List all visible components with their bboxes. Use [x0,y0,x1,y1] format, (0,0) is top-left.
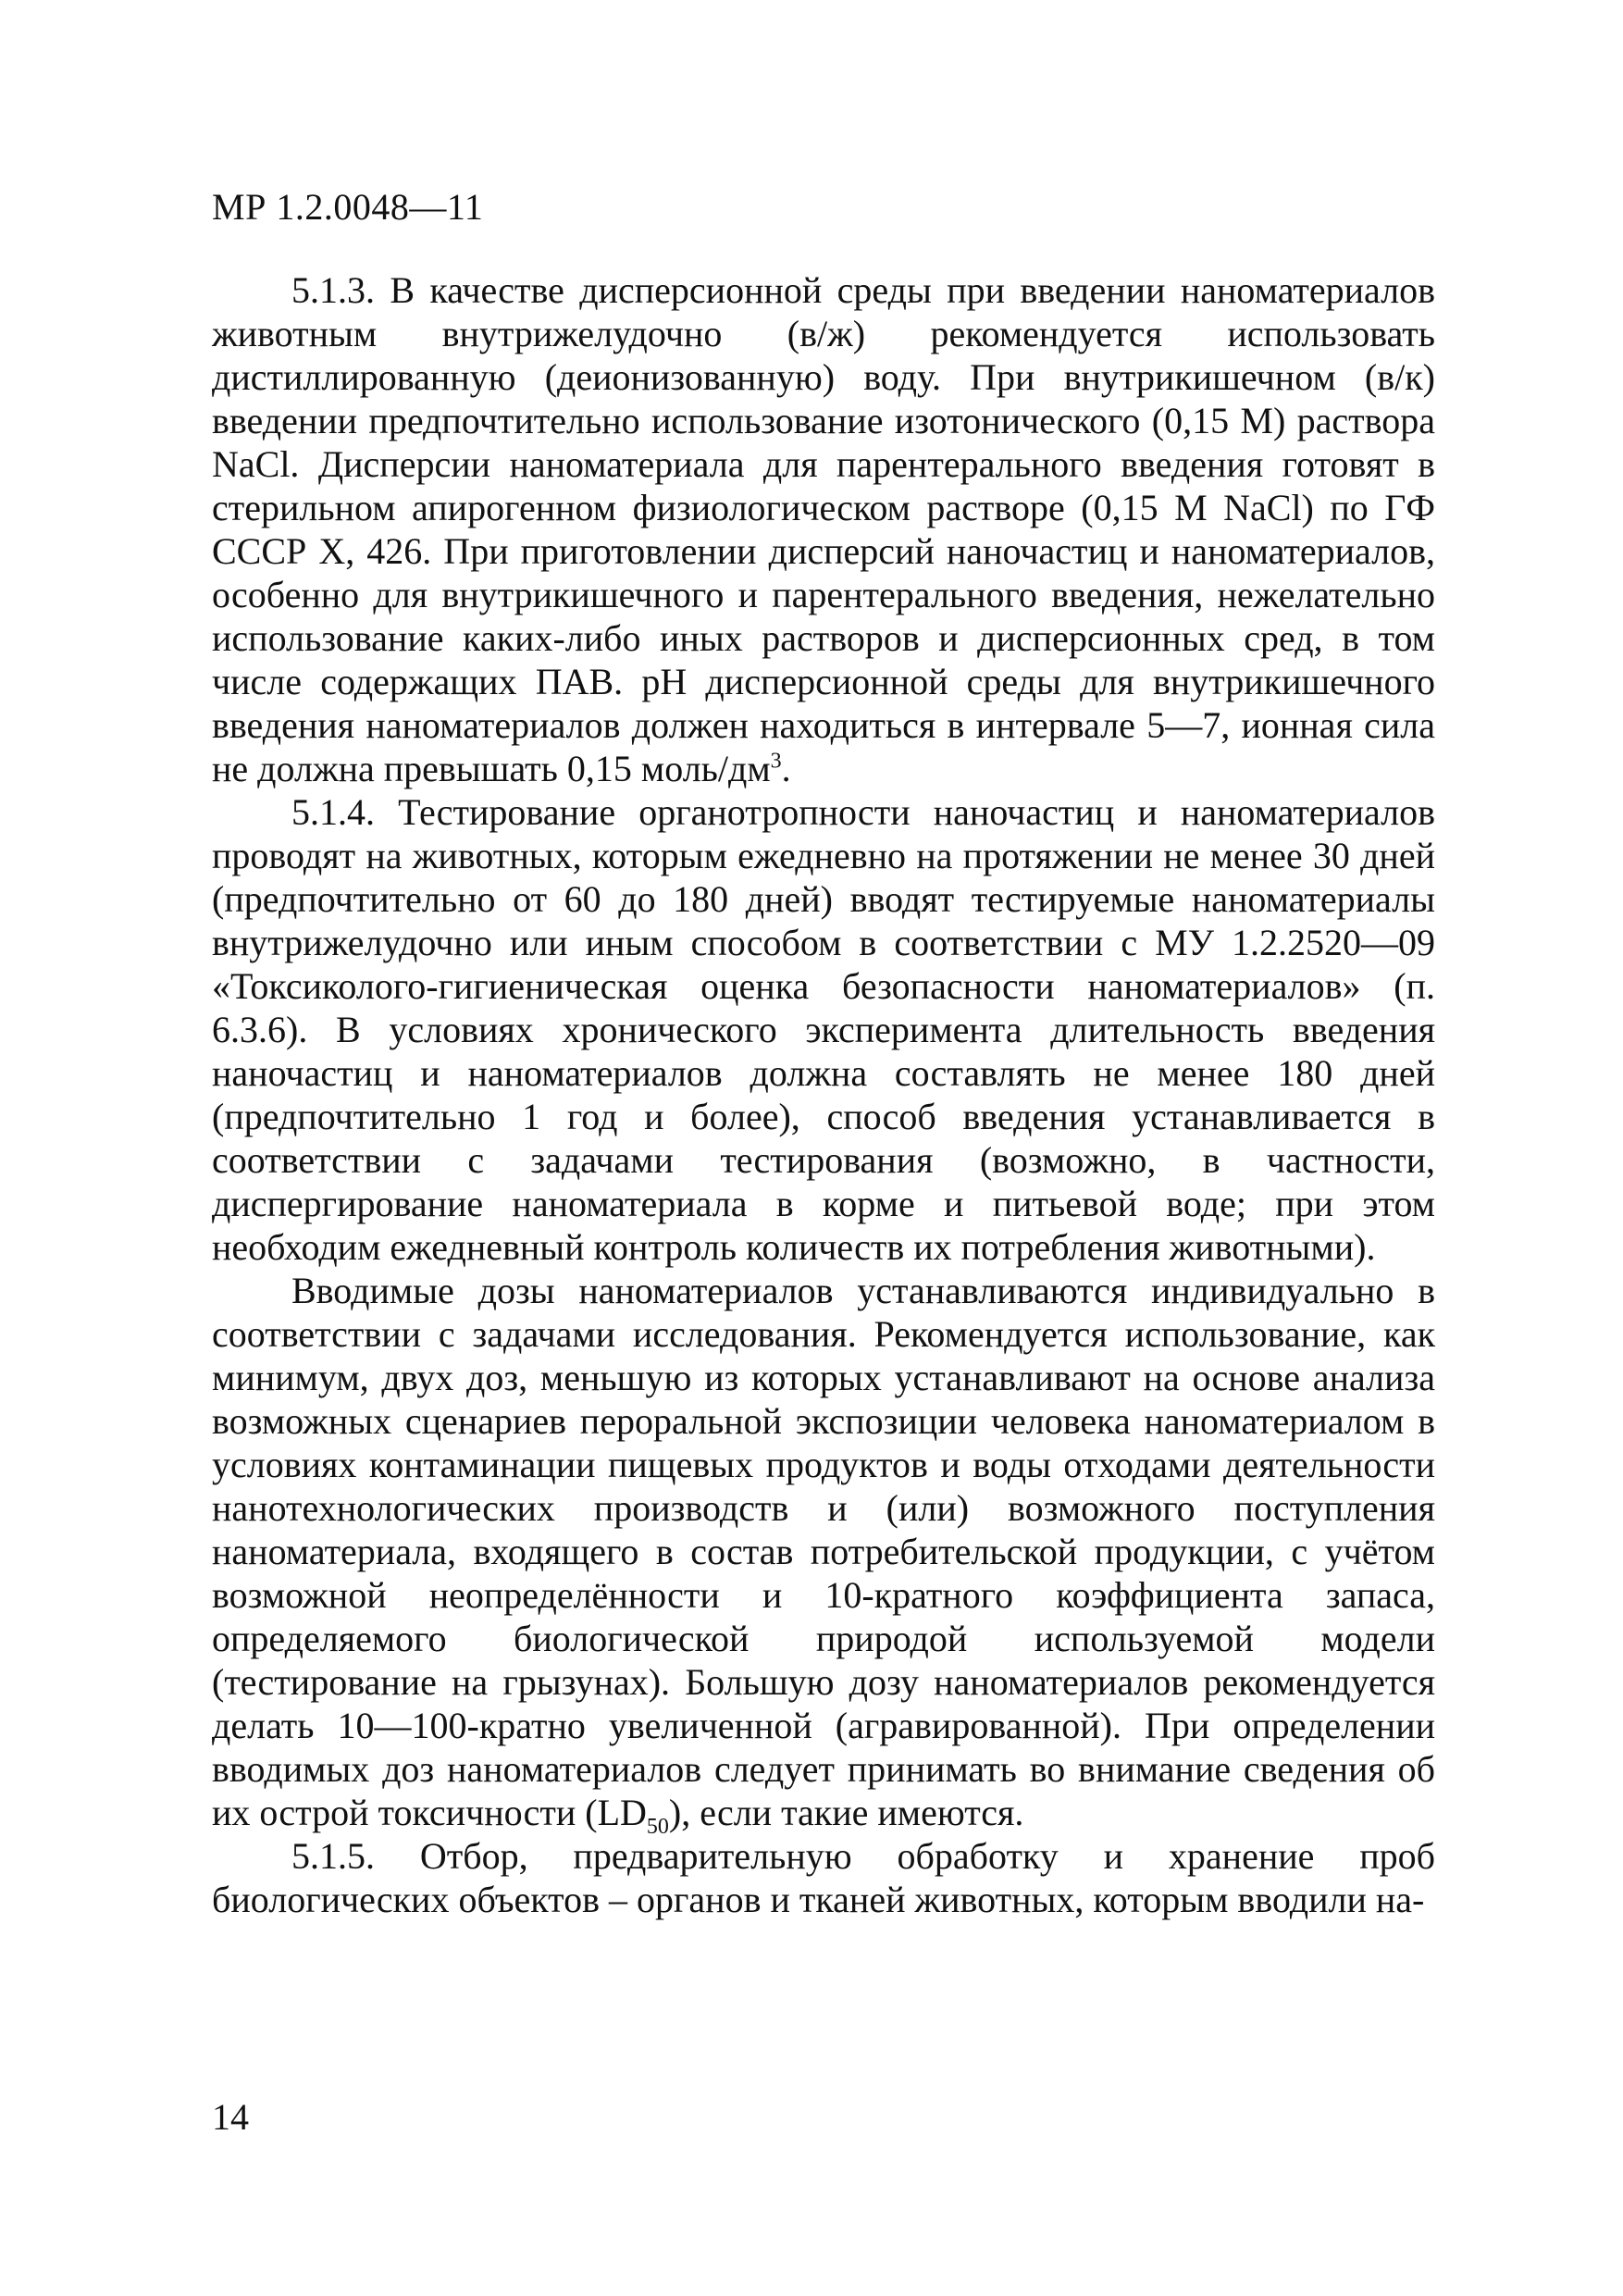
paragraph-5-1-3-text: 5.1.3. В качестве дисперсионной среды при введении наноматериалов животным внутрижелудочно (в/ж) рекомендуется использовать дистиллированную (деионизованную) воду. При внутрикишечном (в/к) введении предпочтительно использование изотонического (0,15 М) раствора NaCl. Дисперсии наноматериала для парентерального введения готовят в стерильном апирогенном физиологическом растворе (0,15 М NaCl) по ГФ СССР X, 426. При приготовлении дисперсий наночастиц и наноматериалов, особенно для внутрикишечного и парентерального введения, нежелательно использование каких-либо иных растворов и дисперсионных сред, в том числе содержащих ПАВ. pH дисперсионной среды для внутрикишечного введения наноматериалов должен находиться в интервале 5—7, ионная сила не должна превышать 0,15 моль/дм [212,269,1435,789]
paragraph-doses-end: ), если такие имеются. [668,1792,1024,1833]
page-number: 14 [212,2096,249,2138]
paragraph-doses [212,1269,1435,1839]
paragraph-doses-text: Вводимые дозы наноматериалов устанавливаются индивидуально в соответствии с задачами исследования. Рекомендуется использование, как минимум, двух доз, меньшую из которых устанавливают на основе анализа возможных сценариев пероральной экспозиции человека наноматериалом в условиях контаминации пищевых продуктов и воды отходами деятельности нанотехнологических производств и (или) возможного поступления наноматериала, входящего в состав потребительской продукции, с учётом возможной неопределённости и 10-кратного коэффициента запаса, определяемого биологической природой используемой модели (тестирование на грызунах). Большую дозу наноматериалов рекомендуется делать 10—100-кратно увеличенной (агравированной). При определении вводимых доз наноматериалов следует принимать во внимание сведения об их острой токсичности (LD [212,1270,1435,1833]
paragraph-5-1-3 [212,268,1435,790]
document-code-header: МР 1.2.0048—11 [212,186,484,228]
paragraph-5-1-5: 5.1.5. Отбор, предварительную обработку и хранение проб биологических объектов – органов и тканей животных, которым вводили на- [212,1835,1435,1920]
paragraph-5-1-4: 5.1.4. Тестирование органотропности наночастиц и наноматериалов проводят на животных, которым ежедневно на протяжении не менее 30 дней (предпочтительно от 60 до 180 дней) вводят тестируемые наноматериалы внутрижелудочно или иным способом в соответствии с МУ 1.2.2520—09 «Токсиколого-гигиеническая оценка безопасности наноматериалов» (п. 6.3.6). В условиях хронического эксперимента длительность введения наночастиц и наноматериалов должна составлять не менее 180 дней (предпочтительно 1 год и более), способ введения устанавливается в соответствии с задачами тестирования (возможно, в частности, диспергирование наноматериала в корме и питьевой воде; при этом необходим ежедневный контроль количеств их потребления животными). [212,791,1435,1268]
superscript-3: 3 [770,749,782,774]
body-text [212,268,1435,1921]
paragraph-5-1-3-end: . [781,748,791,789]
subscript-50: 50 [646,1815,669,1839]
